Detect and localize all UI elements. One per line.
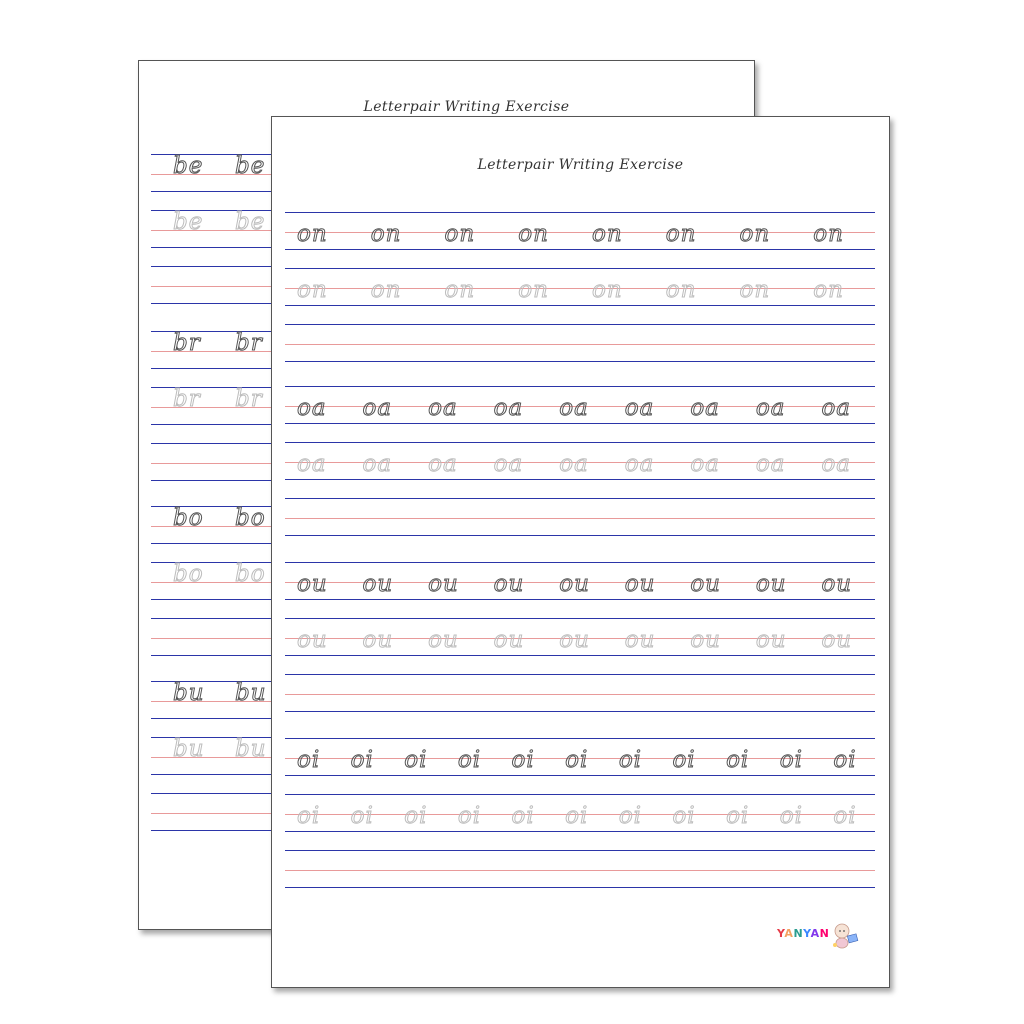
trace-letterpair: oi — [511, 747, 535, 773]
blue-ruling-line — [285, 775, 875, 776]
blue-ruling-line — [285, 618, 875, 619]
faint-trace-letterpair: oa — [559, 451, 589, 477]
blue-ruling-line — [285, 479, 875, 480]
faint-trace-letterpair: oa — [297, 451, 327, 477]
faint-trace-letterpair: bu — [173, 736, 205, 762]
trace-letterpair: oi — [457, 747, 482, 773]
faint-trace-letterpair: ou — [690, 627, 721, 653]
blue-ruling-line — [285, 674, 875, 675]
trace-letterpair: on — [813, 221, 844, 247]
logo-letter: A — [784, 927, 794, 940]
faint-trace-letterpair: oi — [618, 803, 643, 829]
trace-letterpair: ou — [690, 571, 721, 597]
trace-letterpair: ou — [428, 571, 459, 597]
trace-letterpair: ou — [559, 571, 590, 597]
back-page-title: Letterpair Writing Exercise — [363, 99, 570, 115]
faint-trace-letterpair: ou — [297, 627, 328, 653]
trace-letterpair: be — [173, 153, 204, 179]
faint-trace-letterpair: oi — [833, 803, 857, 829]
faint-trace-letterpair: oi — [297, 803, 321, 829]
faint-trace-letterpair: bo — [173, 561, 204, 587]
trace-letterpair: oi — [297, 747, 321, 773]
trace-letterpair: oi — [672, 747, 696, 773]
blue-ruling-line — [285, 535, 875, 536]
faint-trace-letterpair: oi — [672, 803, 696, 829]
trace-letterpair: bu — [173, 680, 205, 706]
trace-letterpair: on — [370, 221, 402, 247]
trace-letterpair: oa — [690, 395, 720, 421]
trace-letterpair: oi — [779, 747, 803, 773]
logo-letter: A — [810, 927, 820, 940]
trace-letterpair: oi — [618, 747, 643, 773]
front-page-title: Letterpair Writing Exercise — [477, 157, 684, 173]
blue-ruling-line — [285, 850, 875, 851]
blue-ruling-line — [285, 361, 875, 362]
baby-mascot-icon — [829, 921, 859, 949]
blue-ruling-line — [285, 738, 875, 739]
faint-trace-letterpair: oi — [350, 803, 374, 829]
blue-ruling-line — [285, 711, 875, 712]
trace-letterpair: oa — [755, 395, 786, 421]
faint-trace-letterpair: on — [297, 277, 328, 303]
faint-trace-letterpair: br — [173, 386, 201, 412]
trace-letterpair: ou — [362, 571, 394, 597]
trace-letterpair: oa — [362, 395, 393, 421]
trace-letterpair: on — [297, 221, 328, 247]
trace-letterpair: ou — [821, 571, 853, 597]
faint-trace-letterpair: oi — [565, 803, 589, 829]
trace-letterpair: be — [235, 153, 266, 179]
faint-trace-letterpair: oa — [428, 451, 458, 477]
trace-letterpair: oi — [565, 747, 589, 773]
trace-letterpair: oi — [833, 747, 857, 773]
blue-ruling-line — [285, 655, 875, 656]
trace-letterpair: oa — [428, 395, 458, 421]
blue-ruling-line — [285, 249, 875, 250]
faint-trace-letterpair: on — [518, 277, 549, 303]
faint-trace-letterpair: on — [813, 277, 844, 303]
faint-trace-letterpair: br — [235, 386, 263, 412]
trace-letterpair: on — [518, 221, 549, 247]
logo-letter: N — [793, 927, 804, 940]
trace-letterpair: oi — [404, 747, 428, 773]
faint-trace-letterpair: oi — [779, 803, 803, 829]
logo-wordmark — [777, 927, 829, 940]
logo-letter: Y — [777, 927, 785, 940]
faint-trace-letterpair: oa — [821, 451, 851, 477]
faint-trace-letterpair: ou — [493, 627, 525, 653]
trace-letterpair: ou — [624, 571, 656, 597]
trace-letterpair: oi — [726, 747, 750, 773]
trace-letterpair: br — [173, 330, 201, 356]
front-worksheet-page — [271, 116, 890, 988]
faint-trace-letterpair: on — [592, 277, 623, 303]
faint-trace-letterpair: be — [235, 209, 266, 235]
blue-ruling-line — [285, 305, 875, 306]
faint-trace-letterpair: ou — [428, 627, 459, 653]
trace-letterpair: on — [739, 221, 771, 247]
faint-trace-letterpair: oi — [457, 803, 482, 829]
trace-letterpair: on — [444, 221, 476, 247]
blue-ruling-line — [285, 268, 875, 269]
faint-trace-letterpair: ou — [755, 627, 787, 653]
blue-ruling-line — [285, 423, 875, 424]
faint-trace-letterpair: ou — [362, 627, 394, 653]
logo-letter: Y — [803, 927, 811, 940]
blue-ruling-line — [285, 831, 875, 832]
faint-trace-letterpair: on — [444, 277, 476, 303]
blue-ruling-line — [285, 562, 875, 563]
faint-trace-letterpair: oi — [404, 803, 428, 829]
trace-letterpair: br — [235, 330, 263, 356]
faint-trace-letterpair: on — [370, 277, 402, 303]
faint-trace-letterpair: oi — [726, 803, 750, 829]
blue-ruling-line — [285, 599, 875, 600]
blue-ruling-line — [285, 887, 875, 888]
faint-trace-letterpair: bo — [235, 561, 266, 587]
red-midline — [285, 344, 875, 345]
trace-letterpair: oa — [821, 395, 851, 421]
faint-trace-letterpair: oa — [493, 451, 524, 477]
faint-trace-letterpair: ou — [559, 627, 590, 653]
blue-ruling-line — [285, 212, 875, 213]
faint-trace-letterpair: ou — [821, 627, 853, 653]
faint-trace-letterpair: ou — [624, 627, 656, 653]
trace-letterpair: oi — [350, 747, 374, 773]
trace-letterpair: oa — [297, 395, 327, 421]
faint-trace-letterpair: be — [173, 209, 204, 235]
trace-letterpair: bo — [235, 505, 266, 531]
trace-letterpair: ou — [297, 571, 328, 597]
red-midline — [285, 870, 875, 871]
faint-trace-letterpair: on — [665, 277, 697, 303]
faint-trace-letterpair: oa — [690, 451, 720, 477]
trace-letterpair: oa — [624, 395, 655, 421]
faint-trace-letterpair: bu — [235, 736, 267, 762]
red-midline — [285, 694, 875, 695]
trace-letterpair: ou — [755, 571, 787, 597]
blue-ruling-line — [285, 386, 875, 387]
faint-trace-letterpair: oa — [362, 451, 393, 477]
faint-trace-letterpair: on — [739, 277, 771, 303]
red-midline — [285, 518, 875, 519]
trace-letterpair: on — [665, 221, 697, 247]
faint-trace-letterpair: oa — [624, 451, 655, 477]
logo-letter: N — [819, 927, 830, 940]
trace-letterpair: oa — [559, 395, 589, 421]
blue-ruling-line — [285, 498, 875, 499]
blue-ruling-line — [285, 794, 875, 795]
blue-ruling-line — [285, 324, 875, 325]
brand-logo — [777, 921, 859, 949]
faint-trace-letterpair: oi — [511, 803, 535, 829]
faint-trace-letterpair: oa — [755, 451, 786, 477]
trace-letterpair: on — [592, 221, 623, 247]
trace-letterpair: bo — [173, 505, 204, 531]
blue-ruling-line — [285, 442, 875, 443]
trace-letterpair: bu — [235, 680, 267, 706]
trace-letterpair: ou — [493, 571, 525, 597]
trace-letterpair: oa — [493, 395, 524, 421]
